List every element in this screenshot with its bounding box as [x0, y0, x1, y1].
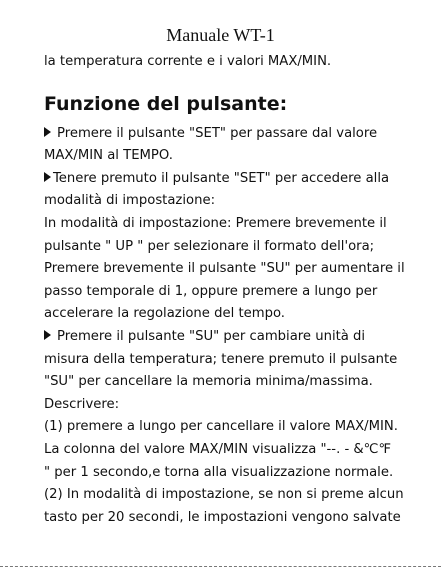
right-triangle-bullet-icon	[44, 330, 51, 340]
text-line: (2) In modalità di impostazione, se non si preme alcun	[44, 487, 404, 503]
text-line: accelerare la regolazione del tempo.	[44, 306, 285, 322]
text-line: Tenere premuto il pulsante "SET" per accedere alla	[53, 170, 390, 186]
section-heading: Funzione del pulsante:	[44, 92, 288, 115]
page-bottom-divider	[0, 566, 441, 567]
text-line: Premere il pulsante "SET" per passare dal valore	[57, 125, 378, 141]
text-line: "SU" per cancellare la memoria minima/massima.	[44, 374, 373, 390]
text-line: In modalità di impostazione: Premere brevemente il	[44, 215, 387, 231]
text-line: " per 1 secondo,e torna alla visualizzazione normale.	[44, 464, 394, 480]
page-title: Manuale WT-1	[166, 25, 275, 45]
text-line: tasto per 20 secondi, le impostazioni vengono salvate	[44, 509, 401, 525]
text-line: Premere brevemente il pulsante "SU" per aumentare il	[44, 261, 405, 277]
text-line: misura della temperatura; tenere premuto il pulsante	[44, 351, 398, 367]
text-line: passo temporale di 1, oppure premere a lungo per	[44, 283, 378, 299]
text-line: Premere il pulsante "SU" per cambiare unità di	[57, 328, 366, 344]
text-line: (1) premere a lungo per cancellare il valore MAX/MIN.	[44, 419, 398, 435]
bullet-item	[44, 123, 436, 146]
bullet-item	[44, 168, 436, 191]
text-line: modalità di impostazione:	[44, 193, 216, 209]
text-line: la temperatura corrente e i valori MAX/MIN.	[44, 54, 332, 69]
text-line: MAX/MIN al TEMPO.	[44, 148, 173, 164]
bullet-item	[44, 326, 436, 349]
right-triangle-bullet-icon	[44, 172, 51, 182]
text-line: Descrivere:	[44, 396, 120, 412]
manual-text	[44, 51, 436, 529]
text-line: pulsante " UP " per selezionare il formato dell'ora;	[44, 238, 375, 254]
right-triangle-bullet-icon	[44, 127, 51, 137]
text-line: La colonna del valore MAX/MIN visualizza "--. - &℃℉	[44, 441, 392, 457]
